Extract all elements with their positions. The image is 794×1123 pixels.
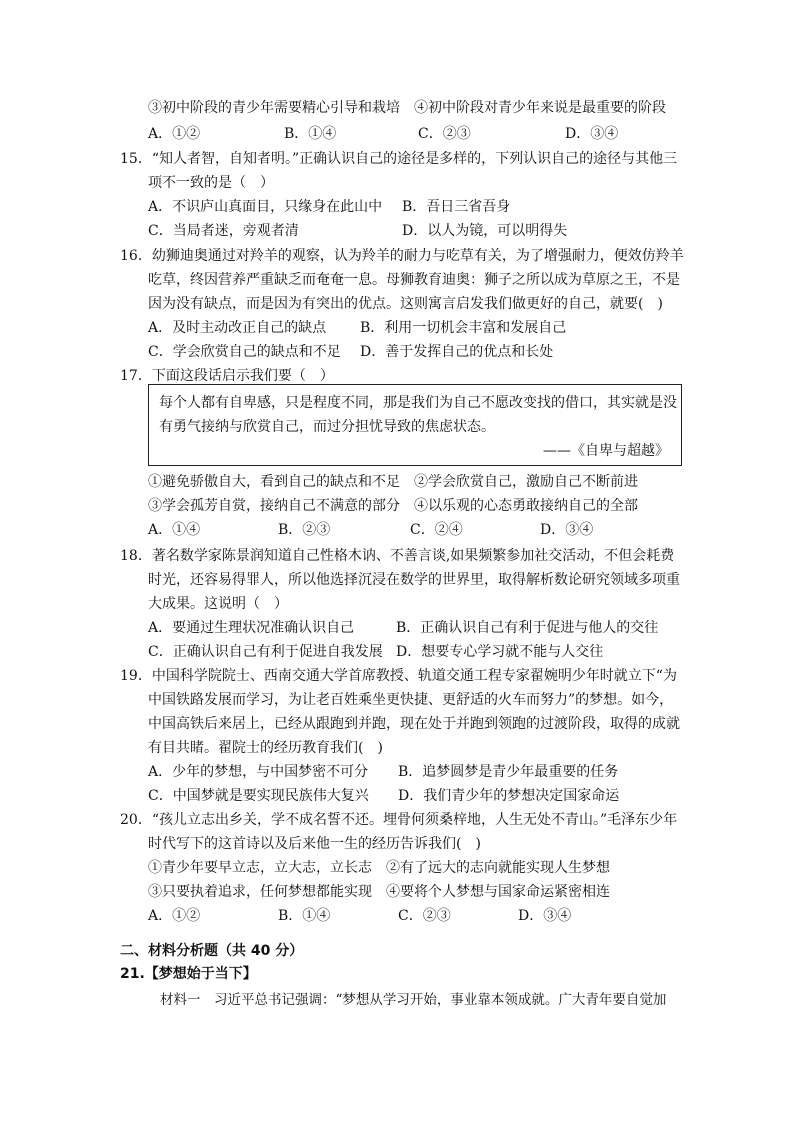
q19-stem-line3: 中国高铁后来居上，已经从跟跑到并跑，现在处于并跑到领跑的过渡阶段，取得的成就 <box>148 716 680 732</box>
q20-statement2: ③只要执着追求，任何梦想都能实现 ④要将个人梦想与国家命运紧密相连 <box>148 884 610 900</box>
q19-stem-line1: 19．中国科学院院士、西南交通大学首席教授、轨道交通工程专家翟婉明少年时就立下“为 <box>120 668 677 684</box>
q21-material-line: 材料一 习近平总书记强调：“梦想从学习开始，事业靠本领成就。广大青年要自觉加 <box>160 992 667 1008</box>
q17-statement2: ③学会孤芳自赏，接纳自己不满意的部分 ④以乐观的心态勇敢接纳自己的全部 <box>148 498 638 514</box>
q15-option-d: D．以人为镜，可以明得失 <box>402 223 568 239</box>
q18-stem-line2: 时光，还容易得罪人，所以他选择沉浸在数学的世界里，取得解析数论研究领域多项重 <box>148 572 680 588</box>
q14-option-c: C．②③ <box>418 126 471 142</box>
q19-option-b: B．追梦圆梦是青少年最重要的任务 <box>398 764 619 780</box>
q14-statement-line: ③初中阶段的青少年需要精心引导和栽培 ④初中阶段对青少年来说是最重要的阶段 <box>148 100 666 116</box>
q17-stem: 17．下面这段话启示我们要（ ） <box>120 368 334 384</box>
q16-option-d: D．善于发挥自己的优点和长处 <box>360 344 554 360</box>
q16-option-a: A．及时主动改正自己的缺点 <box>148 320 327 336</box>
q21-title: 21.【梦想始于当下】 <box>120 966 257 982</box>
q15-option-a: A．不识庐山真面目，只缘身在此山中 <box>148 199 383 215</box>
q20-option-a: A．①② <box>148 908 201 924</box>
q15-option-c: C．当局者迷，旁观者清 <box>148 223 299 239</box>
q14-option-a: A．①② <box>148 126 201 142</box>
section-title: 二、材料分析题（共 40 分） <box>120 943 304 959</box>
q18-stem-line1: 18．著名数学家陈景润知道自己性格木讷、不善言谈,如果频繁参加社交活动，不但会耗费 <box>120 548 675 564</box>
q17-quote-source: ——《自卑与超越》 <box>543 443 669 459</box>
q17-quote-line1: 每个人都有自卑感，只是程度不同，那是我们为自己不愿改变找的借口，其实就是没 <box>159 395 677 411</box>
q18-stem-line3: 大成果。这说明（ ） <box>148 596 288 612</box>
q18-option-b: B．正确认识自己有利于促进与他人的交往 <box>396 620 659 636</box>
q19-stem-line4: 有目共睹。翟院士的经历教育我们( ) <box>148 740 383 756</box>
q17-option-a: A．①④ <box>148 522 201 538</box>
q16-stem-line2: 吃草，终因营养严重缺乏而奄奄一息。母狮教育迪奥：狮子之所以成为草原之王，不是 <box>148 272 680 288</box>
q20-stem-line1: 20．“孩儿立志出乡关，学不成名誓不还。埋骨何须桑梓地，人生无处不青山。”毛泽东少年 <box>120 812 678 828</box>
q18-option-c: C．正确认识自己有利于促进自我发展 <box>148 644 383 660</box>
q17-quote-line2: 有勇气接纳与欣赏自己，而过分担忧导致的焦虑状态。 <box>159 419 495 435</box>
q20-option-d: D．③④ <box>518 908 572 924</box>
q17-quote-box <box>148 384 682 466</box>
q18-option-d: D．想要专心学习就不能与人交往 <box>396 644 604 660</box>
q16-option-b: B．利用一切机会丰富和发展自己 <box>360 320 567 336</box>
q19-option-a: A．少年的梦想，与中国梦密不可分 <box>148 764 369 780</box>
q15-option-b: B．吾日三省吾身 <box>402 199 511 215</box>
q19-option-c: C．中国梦就是要实现民族伟大复兴 <box>148 788 369 804</box>
q19-stem-line2: 中国铁路发展而学习，为让老百姓乘坐更快捷、更舒适的火车而努力”的梦想。如今， <box>148 692 674 708</box>
q14-option-b: B．①④ <box>284 126 337 142</box>
q16-option-c: C．学会欣赏自己的缺点和不足 <box>148 344 341 360</box>
q15-stem-line1: 15．“知人者智，自知者明。”正确认识自己的途径是多样的，下列认识自己的途径与其他三 <box>120 151 678 167</box>
q16-stem-line1: 16．幼狮迪奥通过对羚羊的观察，认为羚羊的耐力与吃草有关，为了增强耐力，便效仿羚羊 <box>120 248 684 264</box>
q20-option-b: B．①④ <box>278 908 331 924</box>
q17-statement1: ①避免骄傲自大，看到自己的缺点和不足 ②学会欣赏自己，激励自己不断前进 <box>148 474 638 490</box>
q20-statement1: ①青少年要早立志，立大志，立长志 ②有了远大的志向就能实现人生梦想 <box>148 860 610 876</box>
q16-stem-line3: 因为没有缺点，而是因为有突出的优点。这则寓言启发我们做更好的自己，就要( ) <box>148 296 663 312</box>
q19-option-d: D．我们青少年的梦想决定国家命运 <box>398 788 620 804</box>
q15-stem-line2: 项不一致的是（ ） <box>148 175 274 191</box>
q18-option-a: A．要通过生理状况准确认识自己 <box>148 620 355 636</box>
q20-option-c: C．②③ <box>398 908 451 924</box>
q17-option-c: C．②④ <box>410 522 463 538</box>
q20-stem-line2: 时代写下的这首诗以及后来他一生的经历告诉我们( ) <box>148 836 481 852</box>
q17-option-d: D．③④ <box>540 522 594 538</box>
q14-option-d: D．③④ <box>565 126 619 142</box>
q17-option-b: B．②③ <box>278 522 331 538</box>
